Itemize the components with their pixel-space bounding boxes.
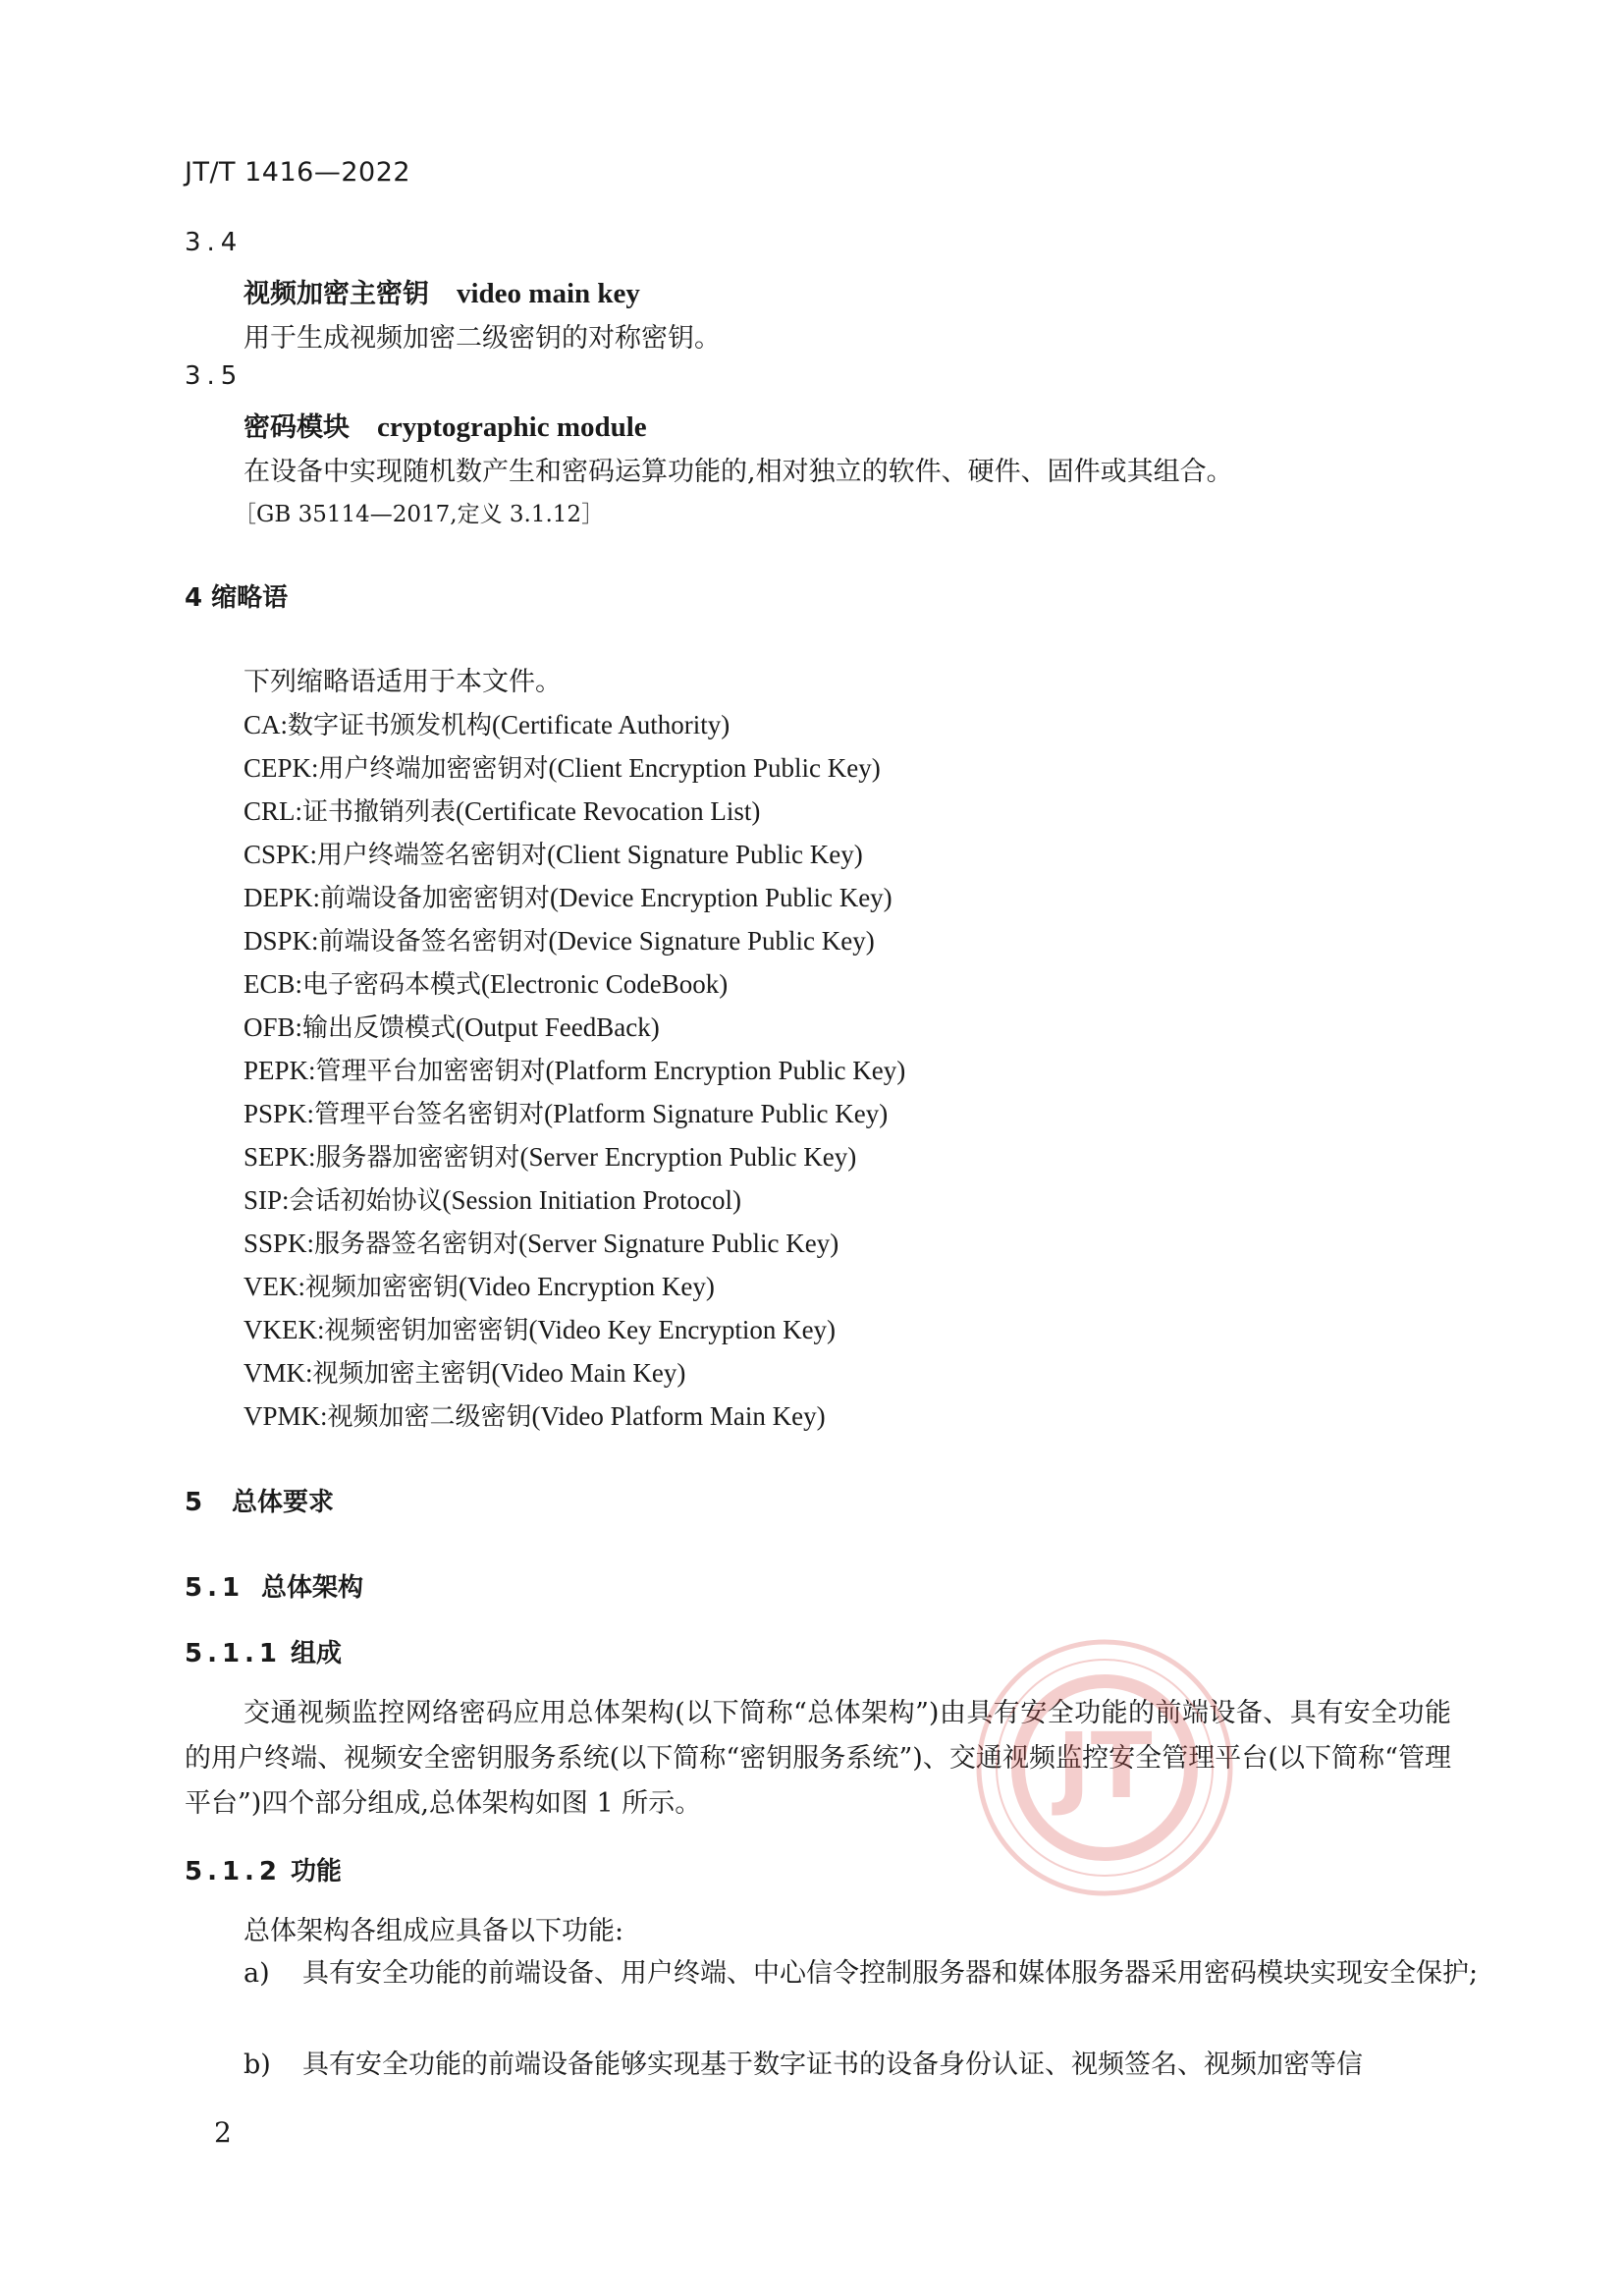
section-4-heading: 4 缩略语	[185, 583, 289, 613]
term-heading-3-4	[243, 272, 640, 310]
term-heading-3-5	[243, 406, 647, 444]
abbreviation-item: CA:数字证书颁发机构(Certificate Authority)	[243, 710, 730, 740]
list-item-b: b) 具有安全功能的前端设备能够实现基于数字证书的设备身份认证、视频签名、视频加密等信	[243, 2050, 1363, 2080]
abbreviation-item: OFB:输出反馈模式(Output FeedBack)	[243, 1012, 660, 1043]
term-en: video main key	[457, 278, 640, 309]
abbreviation-item: SSPK:服务器签名密钥对(Server Signature Public Key)	[243, 1229, 839, 1259]
abbreviation-item: SIP:会话初始协议(Session Initiation Protocol)	[243, 1185, 742, 1216]
abbreviation-item: DEPK:前端设备加密密钥对(Device Encryption Public Key)	[243, 883, 893, 913]
section-5-1-1-paragraph: 交通视频监控网络密码应用总体架构(以下简称“总体架构”)由具有安全功能的前端设备、具有安全功能的用户终端、视频安全密钥服务系统(以下简称“密钥服务系统”)、交通视频监控安全管理平台(以下简称“管理平台”)四个部分组成,总体架构如图 1 所示。	[185, 1698, 1451, 1819]
abbreviation-list	[243, 703, 905, 1438]
page-number: 2	[214, 2116, 232, 2149]
abbreviation-item: VEK:视频加密密钥(Video Encryption Key)	[243, 1272, 715, 1302]
list-item-a: a) 具有安全功能的前端设备、用户终端、中心信令控制服务器和媒体服务器采用密码模块实现安全保护;	[243, 1958, 1479, 1989]
section-5-1-2-intro: 总体架构各组成应具备以下功能:	[243, 1916, 624, 1946]
abbreviation-item: ECB:电子密码本模式(Electronic CodeBook)	[243, 969, 729, 1000]
term-zh: 密码模块	[243, 412, 350, 443]
section-5-heading: 5 总体要求	[185, 1488, 335, 1517]
clause-number-3-5: 3.5	[185, 361, 243, 391]
abbreviation-item: CRL:证书撤销列表(Certificate Revocation List)	[243, 796, 761, 827]
term-source-3-5: ［GB 35114—2017,定义 3.1.12］	[234, 502, 605, 527]
abbreviation-item: CSPK:用户终端签名密钥对(Client Signature Public Key)	[243, 840, 863, 870]
term-en: cryptographic module	[377, 411, 647, 443]
term-definition-3-5: 在设备中实现随机数产生和密码运算功能的,相对独立的软件、硬件、固件或其组合。	[243, 457, 1233, 487]
term-zh: 视频加密主密钥	[243, 279, 429, 309]
jt-stamp-watermark-icon	[972, 1635, 1237, 1900]
abbreviation-item: CEPK:用户终端加密密钥对(Client Encryption Public Key)	[243, 753, 881, 784]
abbreviation-item: VKEK:视频密钥加密密钥(Video Key Encryption Key)	[243, 1315, 837, 1345]
section-5-1-1-heading: 5.1.1 组成	[185, 1639, 343, 1668]
abbreviations-intro: 下列缩略语适用于本文件。	[243, 667, 562, 697]
abbreviation-item: PEPK:管理平台加密密钥对(Platform Encryption Public Key)	[243, 1056, 906, 1086]
abbreviation-item: VPMK:视频加密二级密钥(Video Platform Main Key)	[243, 1401, 826, 1432]
clause-number-3-4: 3.4	[185, 228, 243, 257]
term-definition-3-4: 用于生成视频加密二级密钥的对称密钥。	[243, 323, 721, 354]
section-5-1-2-heading: 5.1.2 功能	[185, 1857, 343, 1886]
abbreviation-item: DSPK:前端设备签名密钥对(Device Signature Public Key)	[243, 926, 875, 957]
abbreviation-item: VMK:视频加密主密钥(Video Main Key)	[243, 1358, 686, 1389]
abbreviation-item: SEPK:服务器加密密钥对(Server Encryption Public Key)	[243, 1142, 857, 1173]
svg-text:JT: JT	[1056, 1714, 1153, 1819]
document-code-header: JT/T 1416—2022	[185, 157, 411, 188]
section-5-1-heading: 5.1 总体架构	[185, 1573, 364, 1603]
abbreviation-item: PSPK:管理平台签名密钥对(Platform Signature Public Key)	[243, 1099, 889, 1129]
